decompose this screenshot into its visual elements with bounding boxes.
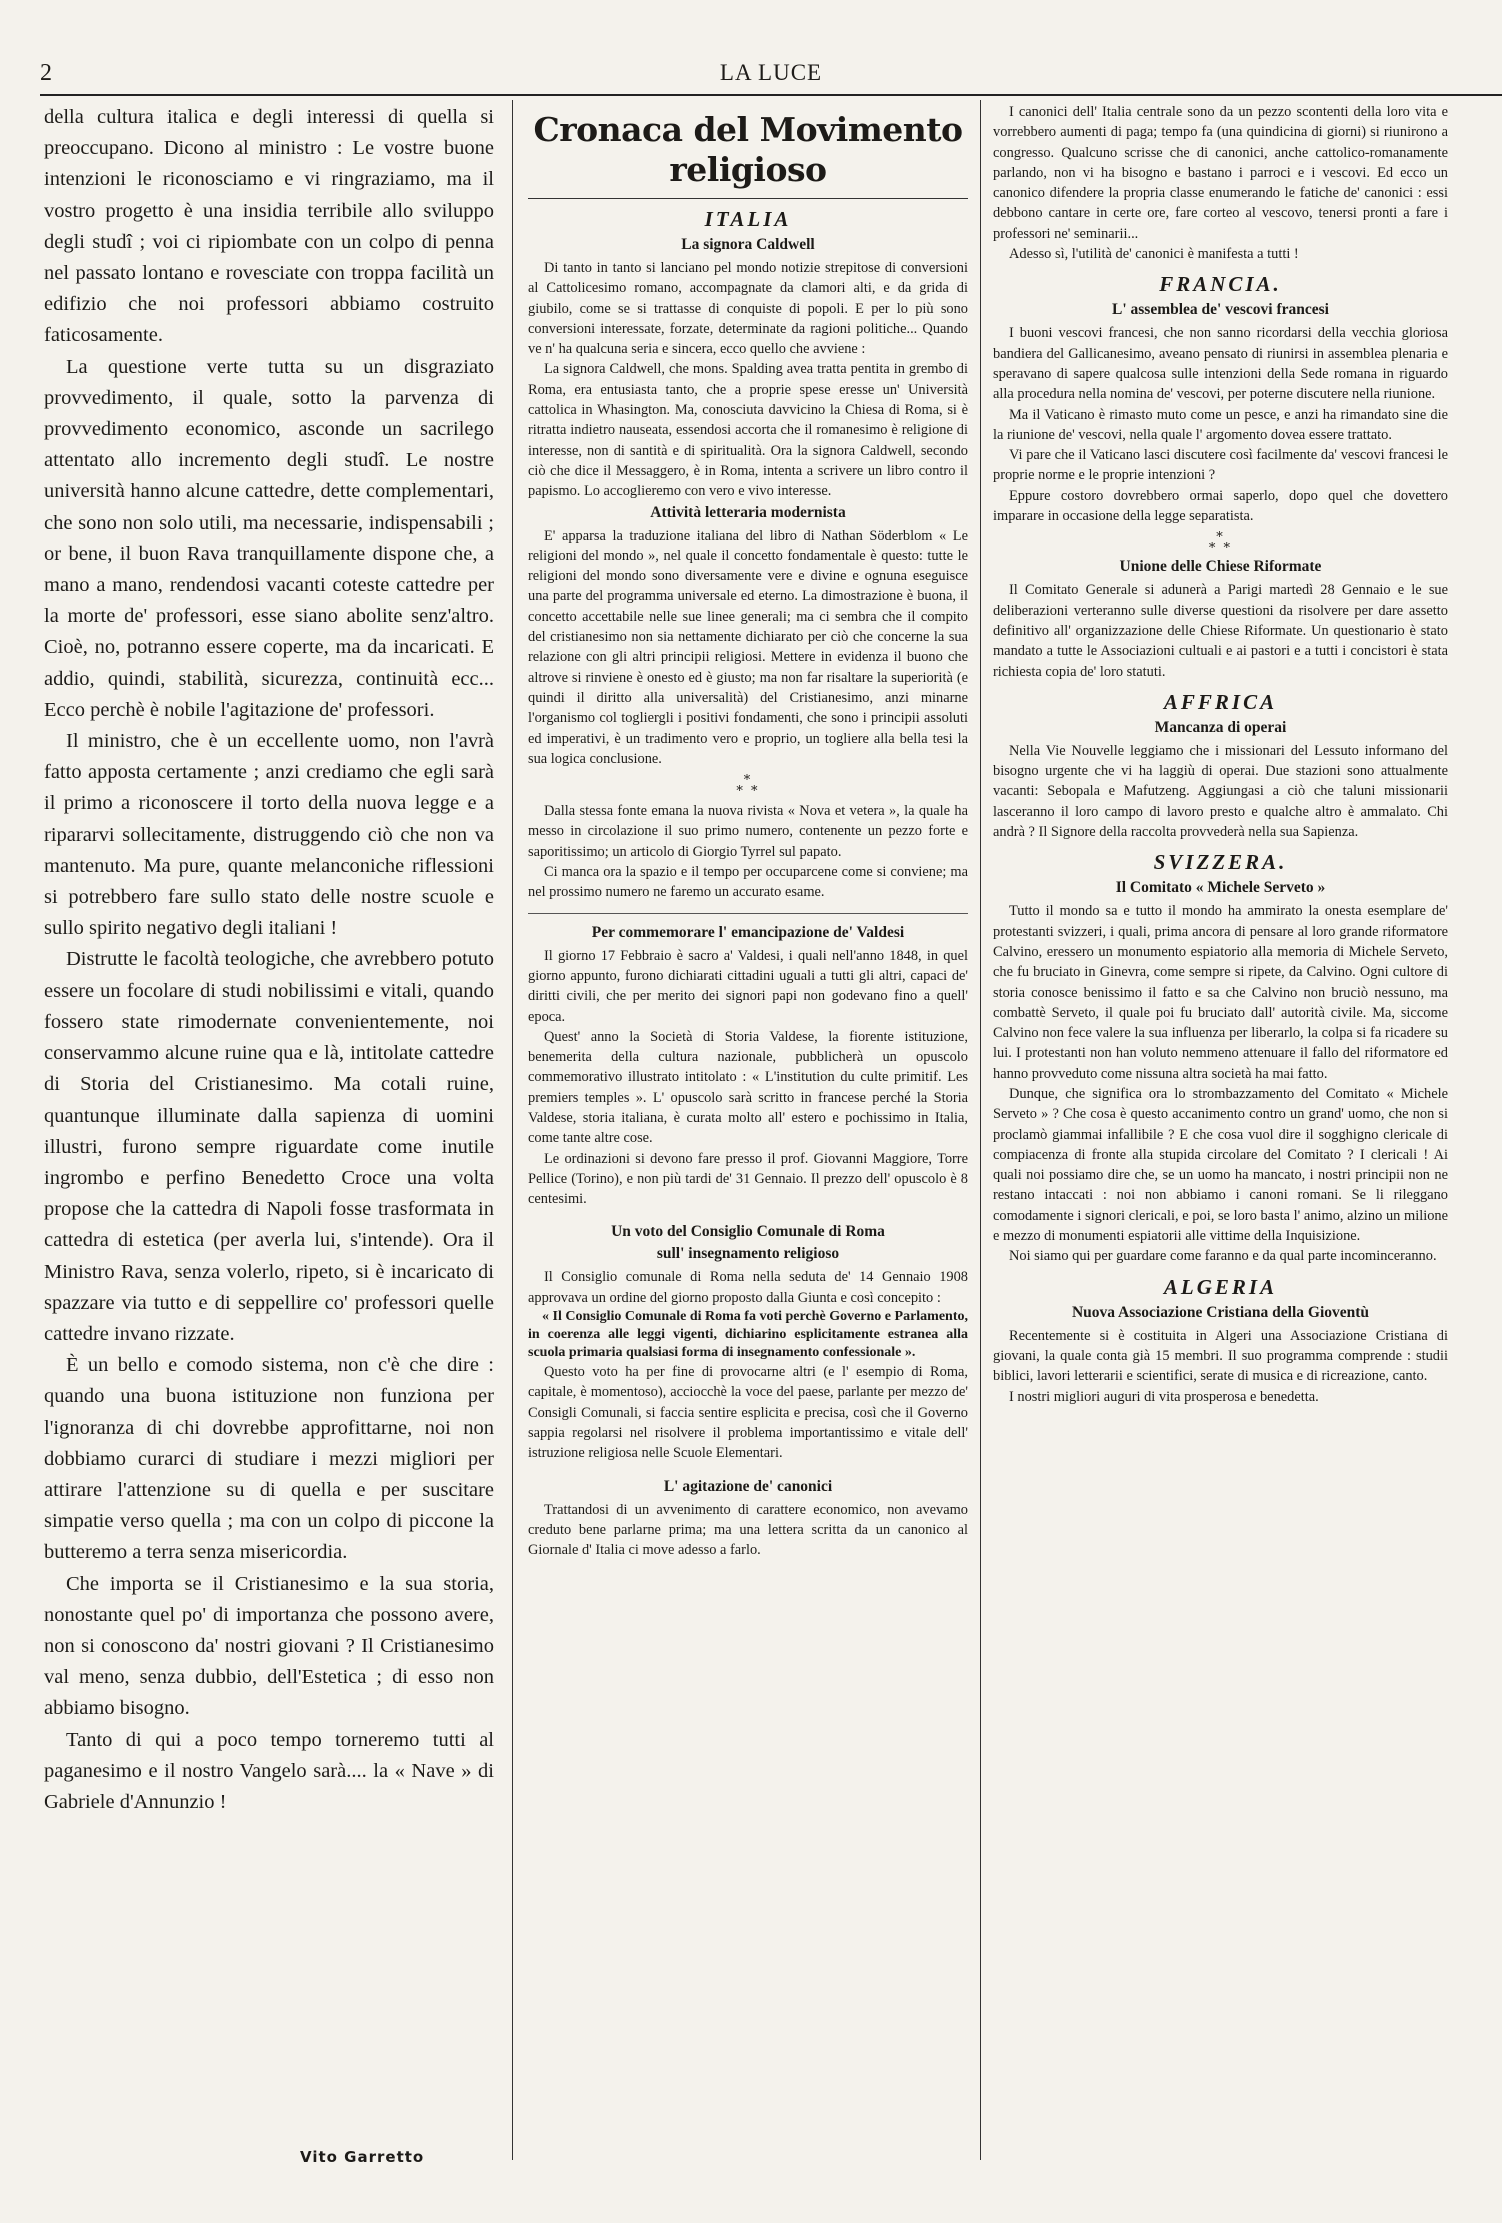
paragraph: Di tanto in tanto si lanciano pel mondo notizie strepitose di conversioni al Cattolicesimo romano, accompagnate da clamori alti, e da grida di giubilo, come se si trattasse di conquiste di popoli. E per lo più sono conversioni interessate, forzate, determinate da ragioni politiche... Quando ve n' ha qualcuna seria e sincera, ecco quello che avviene :: [528, 260, 968, 358]
paragraph: I canonici dell' Italia centrale sono da un pezzo scontenti della loro vita e vorrebbero aumenti di paga; tempo fa (una quindicina di giorni) si riunirono a congresso. Qualcuno scrisse che di canonici, anche cattolico-romanamente parlando, non vi ha bisogno e bastano i parroci e i vescovi. Ed ecco un canonico difendere la propria classe enumerando le fatiche de' canonici : essi debbono cantare in certe ore, fare corteo al vescovo, tenersi pronti a fare i professori ne' seminarii...: [993, 104, 1448, 242]
paragraph: Adesso sì, l'utilità de' canonici è manifesta a tutti !: [1009, 246, 1299, 263]
paragraph: I nostri migliori auguri di vita prosperosa e benedetta.: [1009, 1388, 1319, 1405]
subheading-assemblea: L' assemblea de' vescovi francesi: [1112, 301, 1329, 319]
country-heading-affrica: AFFRICA: [1163, 689, 1278, 714]
paragraph: Ma il Vaticano è rimasto muto come un pesce, e anzi ha rimandato sine die la riunione de' vescovi, nella quale l' argomento dovea essere trattato.: [993, 406, 1448, 443]
page-header: [40, 56, 1502, 96]
country-heading-svizzera: SVIZZERA.: [1153, 850, 1288, 875]
paragraph: della cultura italica e degli interessi di quella si preoccupano. Dicono al ministro : Le vostre buone intenzioni le riconosciamo e vi ringraziamo, ma il vostro progetto è una insidia terribile allo sviluppo degli studî ; voi ci ripiombate con un colpo di penna nel passato lontano e rovesciate con troppa facilità un edifizio che noi professori abbiamo costruito faticosamente.: [44, 106, 494, 347]
paragraph: Dalla stessa fonte emana la nuova rivista « Nova et vetera », la quale ha messo in circolazione il suo primo numero, contenente un pezzo forte e saporitissimo; un articolo di Giorgio Tyrrel sul papato.: [528, 803, 968, 860]
paragraph: Il Consiglio comunale di Roma nella seduta de' 14 Gennaio 1908 approvava un ordine del giorno proposto dalla Giunta e così concepito :: [528, 1269, 968, 1306]
paragraph: Nella Vie Nouvelle leggiamo che i missionari del Lessuto informano del bisogno urgente che vi ha laggiù di operai. Due stazioni sono attualmente vacanti: Sebopala e Mafutzeng. Aggiungasi a ciò che taluni missionarii lasceranno il loro campo di lavoro presto e qualche altro è ammalato. Chi andrà ? Il Signore della raccolta provvederà nella sua Sapienza.: [993, 742, 1448, 841]
subheading-consiglio-line2: sull' insegnamento religioso: [656, 1245, 840, 1263]
column-rule-left: [512, 100, 513, 2160]
paragraph: Dunque, che significa ora lo strombazzamento del Comitato « Michele Serveto » ? Che cosa è questo accanimento contro un grand' uomo, che non si proclamò giammai infallibile ? E che cosa vuol dire il sogghigno clericale di compiacenza di fronte alla stupida circolare del Comitato ? I clericali ! Ai quali noi possiamo dire che, se un uomo ha mancato, i nostri principii non ne restano intaccati : noi non abbiamo i canoni romani. Se li rileggano comodamente i signori clericali, e poi, se loro basta l' animo, alzino un milione e mezzo di monumenti espiatorii alle vittime della Inquisizione.: [993, 1085, 1448, 1245]
paragraph: Tutto il mondo sa e tutto il mondo ha ammirato la onesta esemplare de' protestanti svizzeri, i quali, prima ancora di pensare al loro grande riformatore Calvino, eressero un monumento espiatorio alla memoria di Michele Serveto, che fu bruciato in Ginevra, come sempre si ripete, da Calvino. Ogni cultore di storia conosce benissimo il fatto e sa che Calvino non bruciò nessuno, ma combattè Serveto, il quale poi fu bruciato dall' autorità civile. Ma, siccome Calvino non fece valere la sua influenza per liberarlo, la colpa si fa ricadere su lui. I protestanti non han voluto nemmeno attenuare il fallo del riformatore ed hanno provveduto come nissuna altra società ha mai fatto.: [993, 903, 1448, 1082]
subheading-associazione: Nuova Associazione Cristiana della Gioventù: [1071, 1303, 1370, 1321]
subheading-attivita: Attività letteraria modernista: [650, 503, 846, 521]
paragraph: Vi pare che il Vaticano lasci discutere così facilmente da' vescovi francesi le proprie norme e le proprie intenzioni ?: [993, 447, 1448, 484]
page-number: 2: [40, 60, 52, 86]
council-resolution-quote: « Il Consiglio Comunale di Roma fa voti perchè Governo e Parlamento, in coerenza alle leggi vigenti, dichiarino esplicitamente estranea alla scuola primaria qualsiasi forma di insegnamento confessionale ».: [528, 1309, 968, 1361]
paragraph: I buoni vescovi francesi, che non sanno ricordarsi della vecchia gloriosa bandiera del Gallicanesimo, aveano pensato di riunirsi in assemblea plenaria e speravano di sapere qualcosa sulle intenzioni della Sede romana in riguardo alla procedura nella nomina de' vescovi, per poterne discutere nella riunione.: [993, 325, 1448, 403]
paragraph: Il Comitato Generale si adunerà a Parigi martedì 28 Gennaio e le sue deliberazioni verteranno sulle diverse questioni da risolvere per dare assetto definitivo all' organizzazione delle Chiese Riformate. Un questionario è stato mandato a tutte le Associazioni cultuali e ai pastori e a tutti i concistori è stata richiesta copia de' loro statuti.: [993, 582, 1448, 680]
paragraph: Il ministro, che è un eccellente uomo, non l'avrà fatto apposta certamente ; anzi crediamo che egli sarà il primo a riconoscere il torto della nuova legge e a ripararvi sollecitamente, distruggendo ciò che non va mantenuto. Ma pure, quante melanconiche riflessioni si potrebbero fare sullo stato delle nostre scuole e sullo spirito negativo degli italiani !: [44, 730, 494, 940]
paragraph: La questione verte tutta su un disgraziato provvedimento, il quale, sotto la parvenza di provvedimento economico, asconde un sacrilego attentato allo incremento degli studî. Le nostre università hanno alcune cattedre, dette complementari, che sono non solo utili, ma necessarie, indispensabili ; or bene, il buon Rava tranquillamente dispone che, a mano a mano, rendendosi vacanti coteste cattedre per la morte de' professori, esse siano abolite senz'altro. Cioè, no, potranno essere coperte, ma da incaricati. E addio, quindi, stabilità, sicurezza, continuità ecc... Ecco perchè è nobile l'agitazione de' professori.: [44, 355, 494, 721]
subheading-unione: Unione delle Chiese Riformate: [1119, 558, 1322, 576]
paragraph: Distrutte le facoltà teologiche, che avrebbero potuto essere un focolare di studi nobilissimi e vitali, quando fossero state rimodernate convenientemente, noi conservammo alcune ruine qua e là, intitolate cattedre di Storia del Cristianesimo. Ma cotali ruine, quantunque illuminate dalla sapienza di uomini illustri, furono sempre riguardate come inutile ingrombo e perfino Benedetto Croce una volta propose che la cattedra di Napoli fosse trasformata in cattedra di estetica (per averla lui, s'intende). Ora il Ministro Rava, senza volerlo, ripeto, si è incaricato di spazzare via tutto e di seppellire co' professori quelle cattedre invano rizzate.: [44, 948, 494, 1345]
subheading-consiglio: Un voto del Consiglio Comunale di Roma: [611, 1223, 885, 1241]
subheading-canonici: L' agitazione de' canonici: [663, 1477, 833, 1495]
subheading-caldwell: La signora Caldwell: [681, 236, 815, 253]
paragraph: Che importa se il Cristianesimo e la sua storia, nonostante quel po' di importanza che possono avere, non si conoscono da' nostri giovani ? Il Cristianesimo val meno, senza dubbio, dell'Estetica ; di esso non abbiamo bisogno.: [44, 1572, 494, 1720]
column-rule-right: [980, 100, 981, 2160]
paragraph: E' apparsa la traduzione italiana del libro di Nathan Söderblom « Le religioni del mondo », nel quale il concetto fondamentale è questo: tutte le religioni del mondo sono diversamente vere e divine e ognuna eseguisce una parte del programma universale ed eterno. La dimostrazione è buona, il concetto accettabile nelle sue linee generali; ma ci sembra che il compito del cristianesimo non sia nettamente dichiarato per ciò che concerne la sua relazione con gli altri principii religiosi. Mettere in evidenza il buono che altrove si rinviene è onesto ed è giusto; ma non far risaltare la superiorità (e quindi il diritto alla universalità) del Cristianesimo, anzi minarne l'organismo col togliergli i positivi fondamenti, che sono i principii assoluti ed imperativi, è un tradimento vero e proprio, un togliere alla bella tesi la sua logica conclusione.: [528, 527, 968, 767]
author-signature: Vito Garretto: [300, 2148, 425, 2166]
paragraph: Ci manca ora la spazio e il tempo per occuparcene come si conviene; ma nel prossimo numero ne faremo un accurato esame.: [528, 864, 968, 901]
paragraph: Recentemente si è costituita in Algeri una Associazione Cristiana di giovani, la quale conta già 15 membri. Il suo programma comprende : studii biblici, lavori letterarii e scientifici, serate di musica e di ricreazione, canto.: [993, 1327, 1448, 1385]
country-heading-francia: FRANCIA.: [1159, 272, 1282, 297]
paragraph: La signora Caldwell, che mons. Spalding avea tratta pentita in grembo di Roma, era entusiasta tanto, che a proprie spese eresse un' Università cattolica in Whasington. Ma, conosciuta davvicino la Chiesa di Roma, si è ritratta indietro nauseata, essendosi accorta che il romanesimo è religione di interesse, non di santità e di spiritualità. Ora la signora Caldwell, secondo ciò che dice il Messaggero, è in Roma, intenta a scrivere un libro contro il papismo. Lo accoglieremo con vero e vivo interesse.: [528, 361, 968, 500]
newspaper-title: LA LUCE: [719, 60, 823, 85]
subheading-mancanza: Mancanza di operai: [1154, 718, 1287, 736]
country-heading-italia: ITALIA: [704, 207, 792, 231]
paragraph: Tanto di qui a poco tempo torneremo tutti al paganesimo e il nostro Vangelo sarà.... la « Nave » di Gabriele d'Annunzio !: [44, 1728, 494, 1813]
paragraph: Eppure costoro dovrebbero ormai saperlo, dopo quel che dovettero imparare in occasione della legge separatista.: [993, 487, 1448, 525]
paragraph: Le ordinazioni si devono fare presso il prof. Giovanni Maggiore, Torre Pellice (Torino), e non più tardi de' 31 Gennaio. Il prezzo dell' opuscolo è 8 centesimi.: [528, 1150, 968, 1208]
paragraph: Quest' anno la Società di Storia Valdese, la fiorente istituzione, benemerita della cultura nazionale, pubblicherà un opuscolo commemorativo illustrato intitolato : « L'institution du culte primitif. Les premiers temples ». L' opuscolo sarà scritto in francese perché la Storia Valdese, storia italiana, è curata molto all' estero e pochissimo in Italia, come tante altre cose.: [528, 1028, 968, 1147]
paragraph: Il giorno 17 Febbraio è sacro a' Valdesi, i quali nell'anno 1848, in quel giorno appunto, furono dichiarati cittadini uguali a tutti gli altri, capaci de' diritti civili, che per merito dei signori papi non godevano fino a quell' epoca.: [528, 947, 968, 1025]
subheading-valdesi: Per commemorare l' emancipazione de' Valdesi: [591, 923, 905, 941]
asterism-divider: * * *: [1208, 530, 1233, 557]
article-column-1: [44, 102, 494, 1818]
paragraph: Trattandosi di un avvenimento di carattere economico, non avevamo creduto bene parlarne prima; ma una lettera scritta da un canonico al Giornale d' Italia ci move adesso a farlo.: [528, 1501, 968, 1559]
asterism-divider: * * *: [736, 773, 760, 800]
paragraph: Noi siamo qui per guardare come faranno e da qual parte incominceranno.: [1009, 1248, 1437, 1265]
paragraph: Questo voto ha per fine di provocarne altri (e l' esempio di Roma, capitale, è momentoso), acciocchè la voce del paese, parlante per mezzo de' Consigli Comunali, si faccia sentire esplicita e precisa, così che il Governo sappia regolarsi nel risolvere il problema importantissimo e vitale dell' istruzione religiosa nelle Scuole Elementari.: [528, 1364, 968, 1462]
country-heading-algeria: ALGERIA: [1163, 1274, 1278, 1299]
section-masthead: Cronaca del Movimento religioso: [528, 110, 968, 199]
news-column-3: [993, 102, 1448, 1407]
paragraph: È un bello e comodo sistema, non c'è che dire : quando una buona istituzione non funziona per l'ignoranza di chi dovrebbe approfittarne, noi non dobbiamo curarci di studiare i mezzi migliori per attirare l'attenzione su di quella e per suscitare simpatie verso quella ; ma con un colpo di piccone la butteremo a terra senza misericordia.: [44, 1354, 494, 1564]
subheading-serveto: Il Comitato « Michele Serveto »: [1115, 879, 1326, 897]
section-divider: [528, 913, 968, 914]
news-column-2: [528, 102, 968, 1560]
